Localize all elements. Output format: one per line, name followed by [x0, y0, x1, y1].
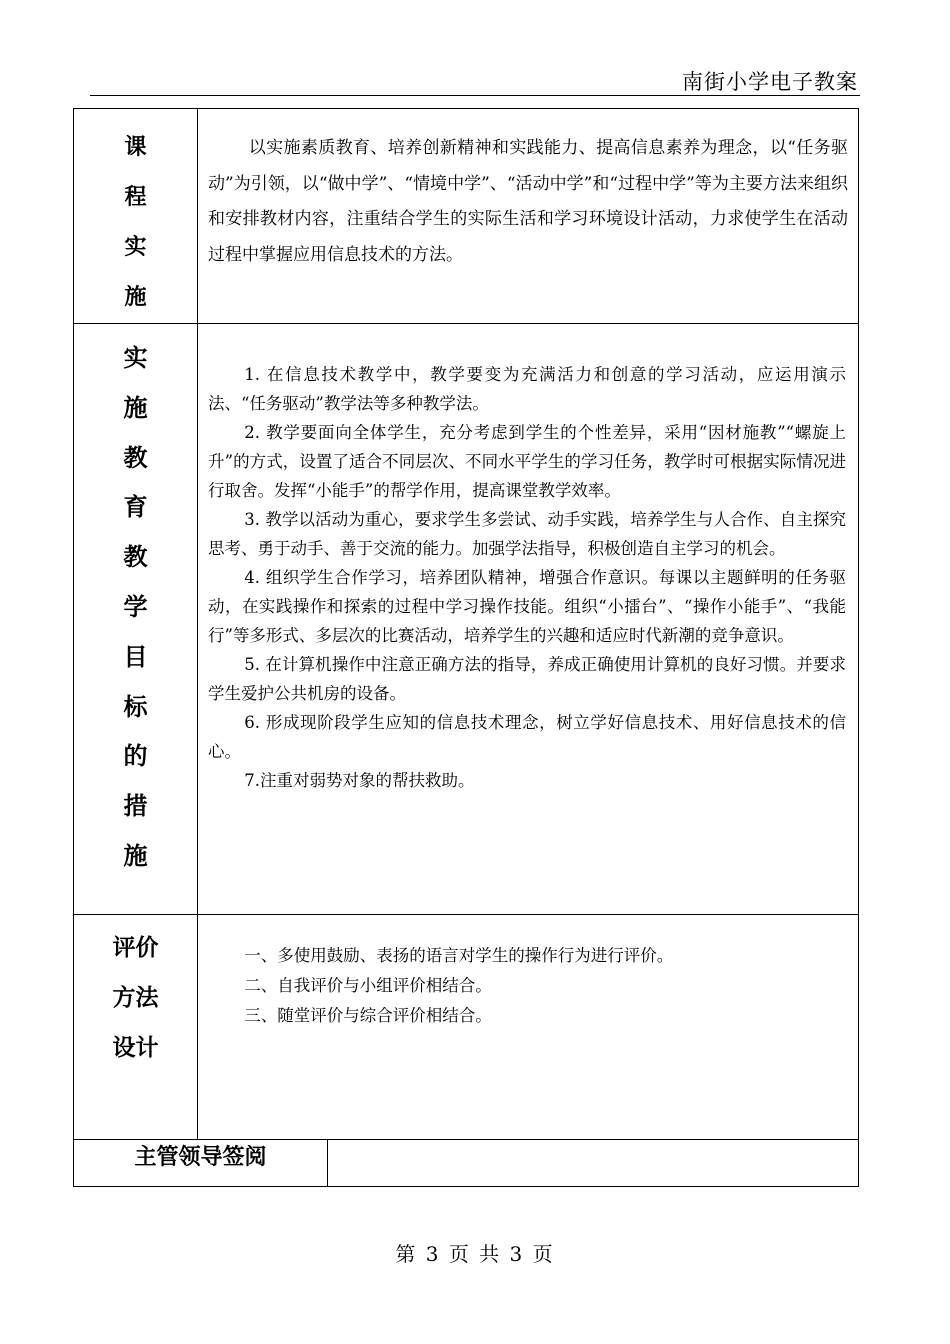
- signoff-label-cell: [74, 1140, 328, 1187]
- evaluation-label: [74, 915, 197, 1073]
- label-char: 施: [123, 393, 148, 422]
- header-rule: [90, 95, 860, 96]
- evaluation-item: 一、多使用鼓励、表扬的语言对学生的操作行为进行评价。: [244, 946, 674, 965]
- measure-item: 6. 形成现阶段学生应知的信息技术理念，树立学好信息技术、用好信息技术的信心。: [208, 713, 847, 761]
- lesson-plan-table: [73, 108, 859, 1187]
- evaluation-label-cell: [74, 915, 198, 1140]
- course-implementation-text: 以实施素质教育、培养创新精神和实践能力、提高信息素养为理念，以“任务驱动”为引领，以“做中学”、“情境中学”、“活动中学”和“过程中学”等为主要方法来组织和安排教材内容，注重结合学生的实际生活和学习环境设计活动，力求使学生在活动过程中掌握应用信息技术的方法。: [208, 138, 849, 265]
- measure-item: 7.注重对弱势对象的帮扶救助。: [244, 771, 475, 790]
- label-char: 学: [123, 592, 148, 621]
- label-char: 实: [124, 235, 147, 260]
- signoff-label: 主管领导签阅: [134, 1145, 267, 1170]
- label-char: 标: [123, 692, 148, 721]
- label-char: 施: [123, 841, 148, 870]
- label-char: 课: [124, 135, 147, 160]
- label-word: 方法: [112, 985, 159, 1011]
- teaching-measures-row: [74, 324, 859, 915]
- label-char: 实: [123, 344, 148, 372]
- measure-item: 5. 在计算机操作中注意正确方法的指导，养成正确使用计算机的良好习惯。并要求学生爱护公共机房的设备。: [208, 655, 847, 703]
- signoff-row: [74, 1140, 859, 1187]
- teaching-measures-label: [74, 324, 197, 882]
- label-word: 设计: [112, 1035, 159, 1061]
- teaching-measures-label-cell: [74, 324, 198, 915]
- evaluation-item: 三、随堂评价与综合评价相结合。: [244, 1006, 492, 1025]
- evaluation-content-cell: [198, 915, 859, 1140]
- label-char: 教: [123, 543, 148, 572]
- measure-item: 4. 组织学生合作学习，培养团队精神，增强合作意识。每课以主题鲜明的任务驱动，在实践操作和探索的过程中学习操作技能。组织“小擂台”、“操作小能手”、“我能行”等多形式、多层次的比赛活动，培养学生的兴趣和适应时代新潮的竞争意识。: [208, 568, 847, 645]
- measure-item: 2. 教学要面向全体学生，充分考虑到学生的个性差异，采用“因材施教”“螺旋上升”的方式，设置了适合不同层次、不同水平学生的学习任务，教学时可根据实际情况进行取舍。发挥“小能手”的帮学作用，提高课堂教学效率。: [208, 423, 847, 500]
- label-char: 的: [123, 742, 148, 771]
- evaluation-item: 二、自我评价与小组评价相结合。: [244, 976, 492, 995]
- label-word: 评价: [112, 935, 159, 961]
- label-char: 目: [123, 642, 148, 671]
- page-number: 第 3 页 共 3 页: [395, 1242, 555, 1266]
- course-implementation-row: [74, 109, 859, 324]
- label-char: 教: [123, 443, 148, 472]
- course-implementation-label: [74, 109, 197, 323]
- document-header: 南街小学电子教案: [682, 70, 858, 94]
- label-char: 育: [123, 493, 148, 522]
- label-char: 程: [124, 185, 147, 210]
- course-implementation-label-cell: [74, 109, 198, 324]
- course-implementation-content-cell: [198, 109, 859, 324]
- label-char: 措: [123, 792, 148, 821]
- teaching-measures-content-cell: [198, 324, 859, 915]
- measure-item: 3. 教学以活动为重心，要求学生多尝试、动手实践，培养学生与人合作、自主探究思考、勇于动手、善于交流的能力。加强学法指导，积极创造自主学习的机会。: [208, 510, 847, 558]
- label-char: 施: [124, 285, 147, 310]
- signoff-field[interactable]: [328, 1140, 859, 1187]
- evaluation-row: [74, 915, 859, 1140]
- measure-item: 1. 在信息技术教学中，教学要变为充满活力和创意的学习活动，应运用演示法、“任务驱动”教学法等多种教学法。: [208, 365, 847, 413]
